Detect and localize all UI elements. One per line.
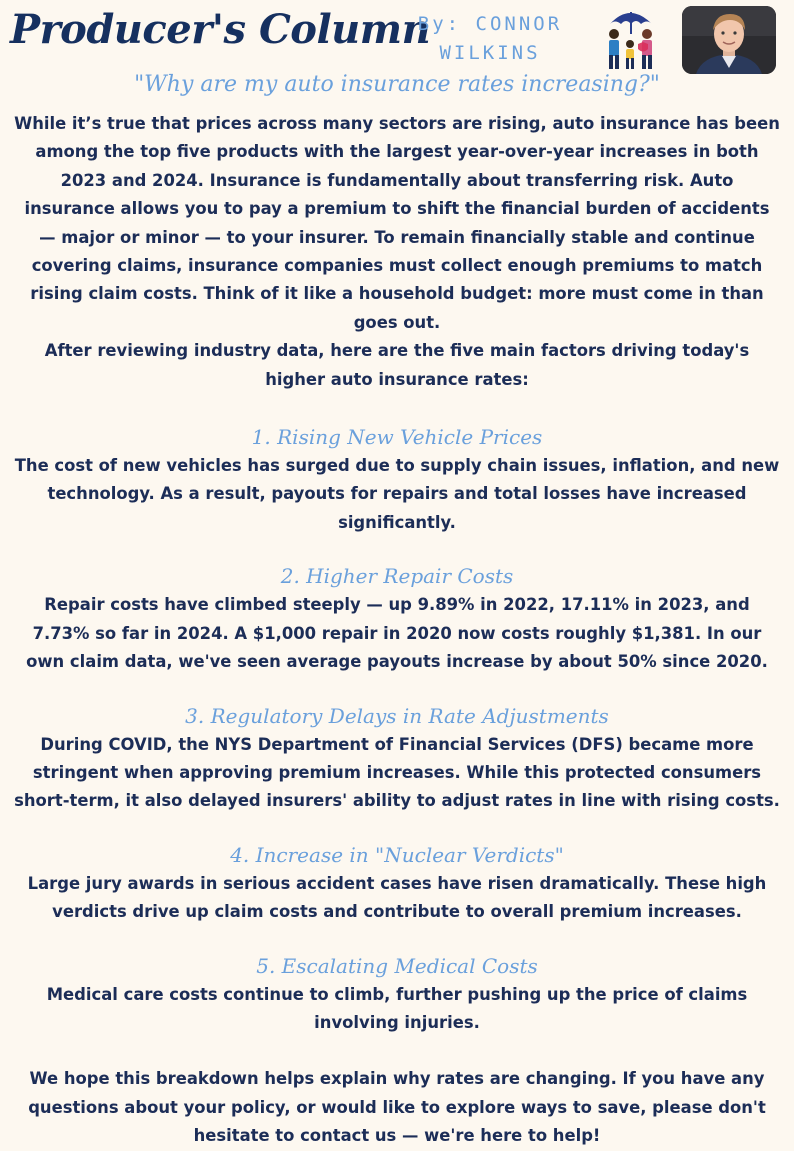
intro-paragraph: While it’s true that prices across many sectors are rising, auto insurance has been among the top five products with the largest year-over-year increases in both 2023 and 2024. Insurance is fundamentally about transferring risk. Auto insurance allows you to pay a premium to shift the financial burden of accidents — major or minor — to your insurer. To remain financially stable and continue covering claims, insurance companies must collect enough premiums to match rising claim costs. Think of it like a household budget: more must come in than goes out. — [14, 114, 780, 332]
byline-label: By: CONNOR — [417, 13, 563, 35]
factor-body: Medical care costs continue to climb, further pushing up the price of claims involving injuries. — [46, 984, 748, 1032]
masthead — [0, 0, 794, 76]
byline — [400, 10, 580, 68]
factor-body: Repair costs have climbed steeply — up 9.89% in 2022, 17.11% in 2023, and 7.73% so far in 2024. A $1,000 repair in 2020 now costs roughly $1,381. In our own claim data, we've seen average payouts increase by about 50% since 2020. — [26, 595, 768, 672]
column-title: Producer's Column — [10, 6, 431, 53]
family-umbrella-icon — [598, 4, 662, 72]
question-headline: "Why are my auto insurance rates increasing?" — [134, 72, 660, 97]
factor-body: Large jury awards in serious accident cases have risen dramatically. These high verdicts drive up claim costs and contribute to overall premium increases. — [27, 873, 767, 922]
factor-heading: 3. Regulatory Delays in Rate Adjustments — [185, 703, 609, 728]
factor-heading: 5. Escalating Medical Costs — [256, 953, 538, 978]
factor-heading: 2. Higher Repair Costs — [280, 564, 514, 589]
author-photo — [682, 6, 776, 74]
byline-name: WILKINS — [439, 42, 541, 64]
factor-heading: 1. Rising New Vehicle Prices — [251, 425, 543, 450]
factor-body: The cost of new vehicles has surged due to supply chain issues, inflation, and new technology. As a result, payouts for repairs and total losses have increased significantly. — [14, 456, 780, 532]
article-body — [14, 110, 780, 1151]
author-photo-graphic — [682, 6, 776, 74]
factor-heading: 4. Increase in "Nuclear Verdicts" — [230, 842, 564, 867]
closing-paragraph: We hope this breakdown helps explain why rates are changing. If you have any questions about your policy, or would like to explore ways to save, please don't hesitate to contact us — we're here to help! — [28, 1069, 766, 1146]
factor-body: During COVID, the NYS Department of Financial Services (DFS) became more stringent when approving premium increases. While this protected consumers short-term, it also delayed insurers' ability to adjust rates in line with rising costs. — [14, 734, 780, 811]
intro-lead-in: After reviewing industry data, here are the five main factors driving today's higher auto insurance rates: — [44, 341, 750, 389]
